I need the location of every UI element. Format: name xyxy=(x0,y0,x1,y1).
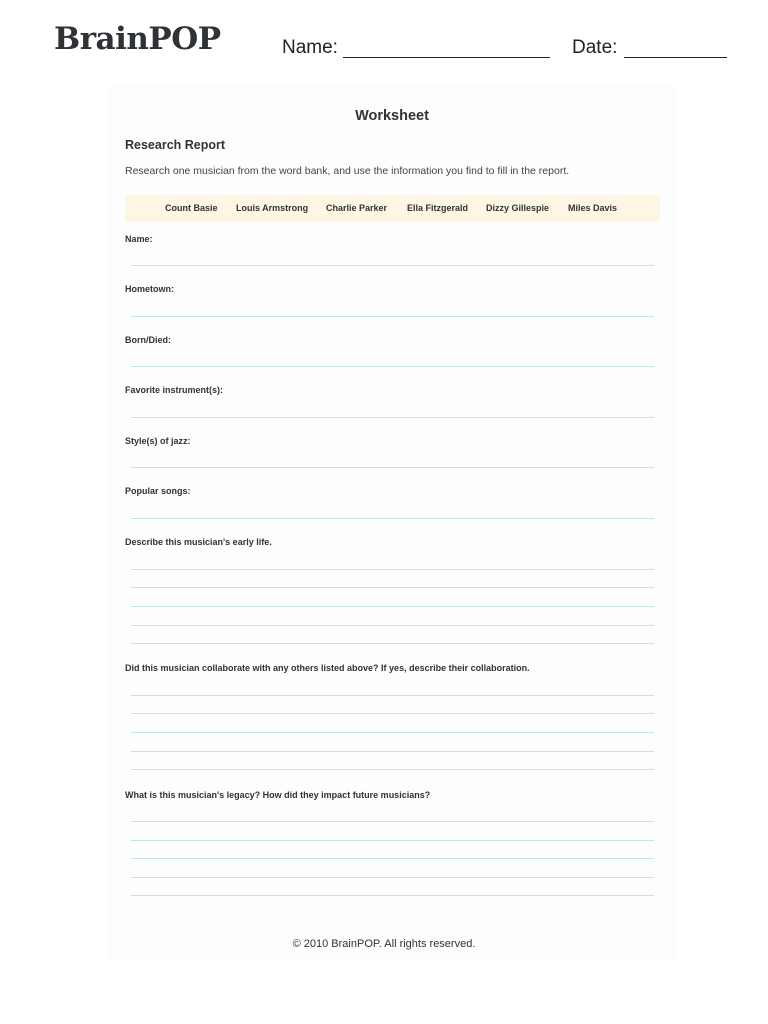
answer-line[interactable] xyxy=(131,895,654,896)
word-bank xyxy=(125,195,660,222)
answer-line[interactable] xyxy=(131,732,654,733)
answer-line[interactable] xyxy=(131,840,654,841)
answer-line[interactable] xyxy=(131,606,654,607)
word-bank-item: Ella Fitzgerald xyxy=(407,203,469,213)
answer-line[interactable] xyxy=(131,587,654,588)
answer-line[interactable] xyxy=(131,713,654,714)
word-bank-item: Louis Armstrong xyxy=(236,203,309,213)
answer-line[interactable] xyxy=(131,858,654,859)
brainpop-logo: BrainPOP xyxy=(54,21,221,57)
answer-line[interactable] xyxy=(131,877,654,878)
answer-line[interactable] xyxy=(131,625,654,626)
answer-line[interactable] xyxy=(131,265,654,266)
answer-line[interactable] xyxy=(131,643,654,644)
answer-line[interactable] xyxy=(131,751,654,752)
question-early-life-label: Describe this musician's early life. xyxy=(125,537,272,547)
answer-line[interactable] xyxy=(131,821,654,822)
date-field[interactable] xyxy=(624,57,727,58)
copyright-footer: © 2010 BrainPOP. All rights reserved. xyxy=(292,938,476,950)
answer-line[interactable] xyxy=(131,467,654,468)
answer-line[interactable] xyxy=(131,316,654,317)
question-legacy-label: What is this musician's legacy? How did they impact future musicians? xyxy=(125,790,431,800)
worksheet-panel xyxy=(108,84,676,960)
answer-line[interactable] xyxy=(131,769,654,770)
question-collaboration-label: Did this musician collaborate with any others listed above? If yes, describe their collaboration. xyxy=(125,663,530,673)
name-field[interactable] xyxy=(343,57,550,58)
answer-line[interactable] xyxy=(131,569,654,570)
question-hometown-label: Hometown: xyxy=(125,284,174,294)
answer-line[interactable] xyxy=(131,518,654,519)
answer-line[interactable] xyxy=(131,695,654,696)
word-bank-item: Miles Davis xyxy=(568,203,618,213)
question-popular-songs-label: Popular songs: xyxy=(125,486,191,496)
question-born-died-label: Born/Died: xyxy=(125,335,171,345)
word-bank-item: Dizzy Gillespie xyxy=(486,203,550,213)
word-bank-item: Count Basie xyxy=(165,203,218,213)
date-label: Date: xyxy=(572,37,618,58)
answer-line[interactable] xyxy=(131,417,654,418)
worksheet-title: Worksheet xyxy=(355,108,429,124)
instructions: Research one musician from the word bank, and use the information you find to fill in the report. xyxy=(125,165,570,177)
question-instrument-label: Favorite instrument(s): xyxy=(125,385,224,395)
name-label: Name: xyxy=(282,37,338,58)
question-style-label: Style(s) of jazz: xyxy=(125,436,191,446)
section-title: Research Report xyxy=(125,138,226,152)
answer-line[interactable] xyxy=(131,366,654,367)
word-bank-item: Charlie Parker xyxy=(326,203,388,213)
page-header xyxy=(0,0,768,80)
question-name-label: Name: xyxy=(125,234,153,244)
